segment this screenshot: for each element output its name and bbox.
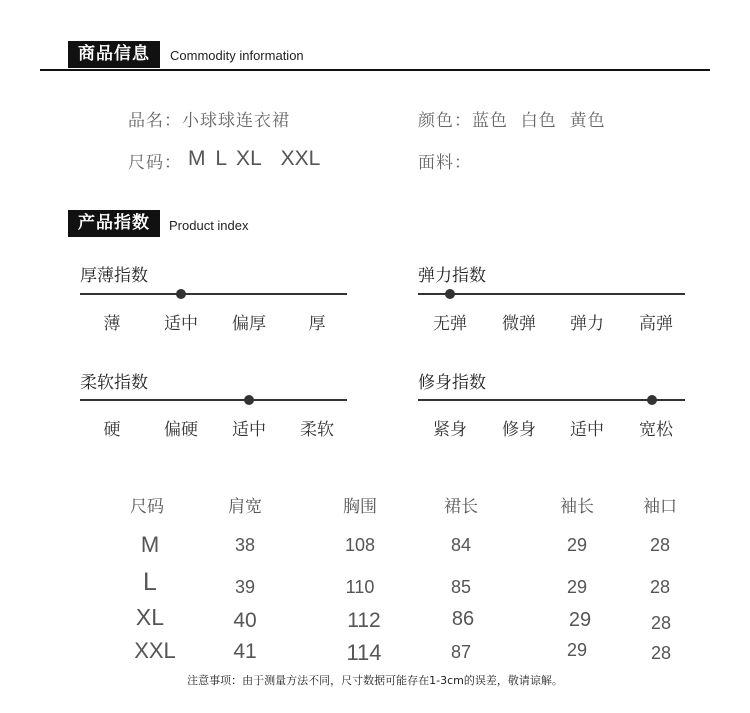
table-cell: 29	[568, 609, 592, 631]
table-cell-size: XXL	[134, 638, 176, 663]
table-cell-size: M	[140, 532, 160, 557]
measurement-note: 注意事项：由于测量方法不同，尺寸数据可能存在1-3cm的误差，敬请谅解。	[187, 674, 563, 687]
table-header: 袖口	[643, 497, 677, 517]
index-option: 适中	[570, 420, 604, 440]
table-cell: 108	[344, 535, 376, 555]
index-title-elasticity: 弹力指数	[418, 266, 486, 286]
table-cell: 84	[450, 535, 472, 555]
color-label: 颜色：	[418, 111, 472, 131]
table-cell: 87	[450, 642, 472, 662]
index-marker-fit	[647, 395, 657, 405]
index-track-elasticity	[418, 293, 685, 295]
fabric-field-label: 面料：	[418, 153, 472, 173]
table-cell: 112	[347, 609, 381, 632]
table-cell-size: XL	[135, 604, 165, 630]
index-marker-elasticity	[445, 289, 455, 299]
index-option: 偏厚	[232, 314, 266, 334]
table-cell: 41	[233, 640, 257, 663]
table-cell: 86	[451, 608, 475, 630]
table-cell: 110	[345, 577, 375, 597]
table-cell-size: L	[143, 568, 157, 596]
section-subtitle-commodity: Commodity information	[170, 48, 304, 63]
index-option: 适中	[164, 314, 198, 334]
index-title-thickness: 厚薄指数	[80, 266, 148, 286]
table-cell: 114	[346, 640, 382, 665]
color-value: 蓝色 白色 黄色	[472, 111, 606, 131]
index-option: 适中	[232, 420, 266, 440]
index-option: 高弹	[639, 314, 673, 334]
index-option: 柔软	[300, 420, 334, 440]
size-field-value: M L XL XXL	[188, 147, 321, 170]
table-cell: 39	[234, 577, 256, 597]
index-option: 无弹	[433, 314, 467, 334]
table-header: 袖长	[560, 497, 594, 517]
table-cell: 40	[233, 609, 257, 632]
color-field	[418, 106, 606, 131]
table-header: 尺码	[130, 497, 164, 517]
index-marker-softness	[244, 395, 254, 405]
product-name-label: 品名：	[128, 111, 182, 131]
section-tag-product-index: 产品指数	[68, 210, 160, 237]
table-cell: 29	[566, 640, 588, 660]
index-option: 厚	[308, 314, 326, 334]
index-option: 薄	[103, 314, 121, 334]
table-cell: 28	[650, 613, 672, 633]
index-track-fit	[418, 399, 685, 401]
index-title-fit: 修身指数	[418, 373, 486, 393]
index-track-thickness	[80, 293, 347, 295]
index-option: 偏硬	[164, 420, 198, 440]
index-option: 微弹	[502, 314, 536, 334]
index-marker-thickness	[176, 289, 186, 299]
index-option: 弹力	[570, 314, 604, 334]
product-name-field	[128, 106, 290, 131]
product-name-value: 小球球连衣裙	[182, 111, 290, 131]
table-cell: 29	[566, 535, 588, 555]
table-cell: 85	[450, 577, 472, 597]
index-option: 硬	[103, 420, 121, 440]
table-cell: 38	[234, 535, 256, 555]
size-field-label: 尺码：	[128, 153, 182, 173]
table-cell: 28	[650, 643, 672, 663]
index-option: 紧身	[433, 420, 467, 440]
table-header: 肩宽	[228, 497, 262, 517]
table-cell: 29	[566, 577, 588, 597]
table-cell: 28	[649, 577, 671, 597]
index-option: 宽松	[639, 420, 673, 440]
section-tag-commodity: 商品信息	[68, 41, 160, 68]
section-subtitle-product-index: Product index	[169, 218, 249, 233]
index-title-softness: 柔软指数	[80, 373, 148, 393]
section-divider	[40, 69, 710, 71]
index-track-softness	[80, 399, 347, 401]
table-header: 胸围	[343, 497, 377, 517]
index-option: 修身	[502, 420, 536, 440]
table-cell: 28	[649, 535, 671, 555]
table-header: 裙长	[444, 497, 478, 517]
